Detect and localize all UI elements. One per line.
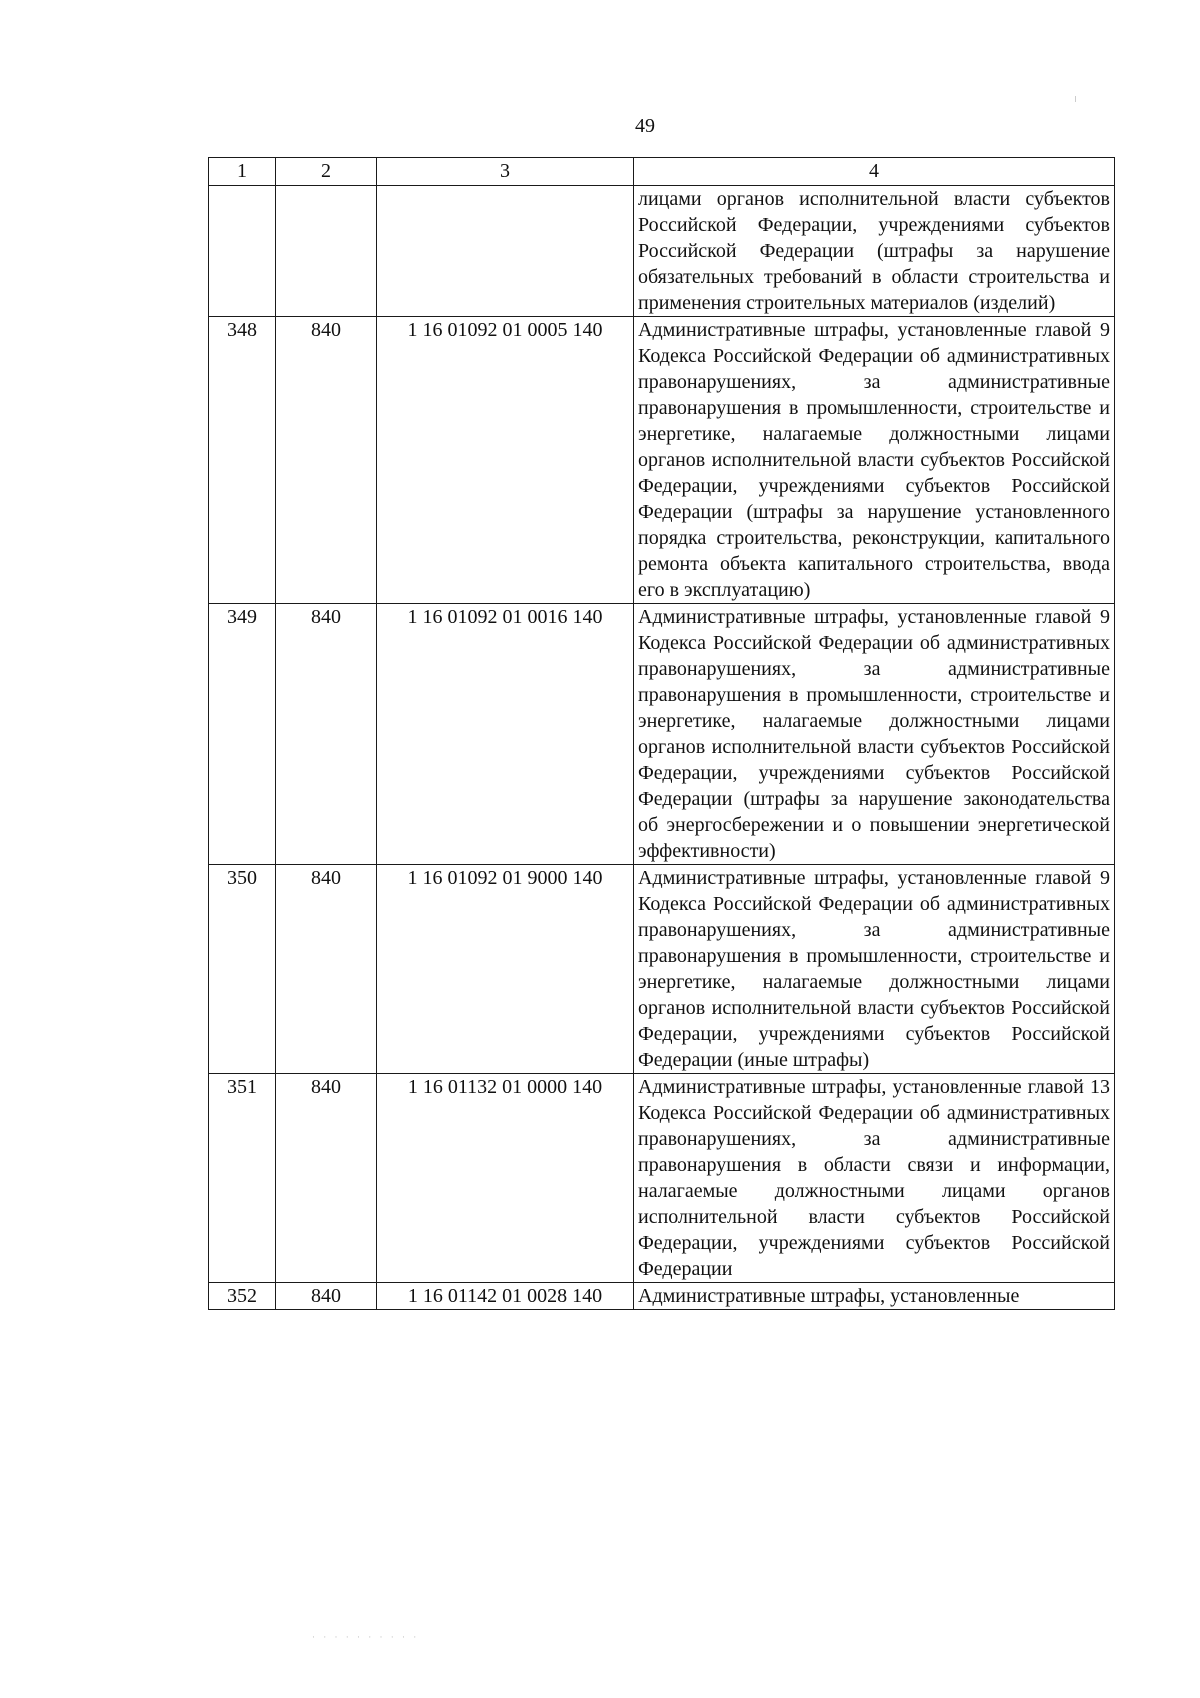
column-header-2: 2: [276, 158, 377, 186]
revenue-description: Административные штрафы, установленные: [634, 1283, 1115, 1310]
table-header-row: [209, 158, 1115, 186]
admin-code: [276, 186, 377, 317]
table-row-continuation: [209, 186, 1115, 317]
column-header-1: 1: [209, 158, 276, 186]
revenue-description: Административные штрафы, установленные главой 9 Кодекса Российской Федерации об административных правонарушениях, за административные правонарушения в промышленности, строительстве и энергетике, налагаемые должностными лицами органов исполнительной власти субъектов Российской Федерации, учреждениями субъектов Российской Федерации (иные штрафы): [634, 865, 1115, 1074]
column-header-3: 3: [377, 158, 634, 186]
row-number: 348: [209, 317, 276, 604]
budget-classification-code: 1 16 01142 01 0028 140: [377, 1283, 634, 1310]
budget-classification-code: 1 16 01092 01 0005 140: [377, 317, 634, 604]
admin-code: 840: [276, 604, 377, 865]
table-row: [209, 1283, 1115, 1310]
revenue-description: лицами органов исполнительной власти субъектов Российской Федерации, учреждениями субъектов Российской Федерации (штрафы за нарушение обязательных требований в области строительства и применения строительных материалов (изделий): [634, 186, 1115, 317]
row-number: 352: [209, 1283, 276, 1310]
row-number: 349: [209, 604, 276, 865]
table-row: [209, 865, 1115, 1074]
admin-code: 840: [276, 1074, 377, 1283]
budget-classification-code: 1 16 01092 01 9000 140: [377, 865, 634, 1074]
scan-artifact: · · · · · · · · · ·: [312, 1632, 420, 1642]
row-number: 351: [209, 1074, 276, 1283]
scan-artifact: [1075, 96, 1076, 102]
budget-classification-code: 1 16 01092 01 0016 140: [377, 604, 634, 865]
admin-code: 840: [276, 1283, 377, 1310]
table-row: [209, 604, 1115, 865]
revenue-description: Административные штрафы, установленные главой 13 Кодекса Российской Федерации об административных правонарушениях, за административные правонарушения в области связи и информации, налагаемые должностными лицами органов исполнительной власти субъектов Российской Федерации, учреждениями субъектов Российской Федерации: [634, 1074, 1115, 1283]
budget-classification-code: [377, 186, 634, 317]
column-header-4: 4: [634, 158, 1115, 186]
revenue-description: Административные штрафы, установленные главой 9 Кодекса Российской Федерации об административных правонарушениях, за административные правонарушения в промышленности, строительстве и энергетике, налагаемые должностными лицами органов исполнительной власти субъектов Российской Федерации, учреждениями субъектов Российской Федерации (штрафы за нарушение законодательства об энергосбережении и о повышении энергетической эффективности): [634, 604, 1115, 865]
admin-code: 840: [276, 865, 377, 1074]
budget-classification-code: 1 16 01132 01 0000 140: [377, 1074, 634, 1283]
row-number: [209, 186, 276, 317]
page-number: 49: [635, 115, 655, 137]
row-number: 350: [209, 865, 276, 1074]
table-row: [209, 317, 1115, 604]
revenue-description: Административные штрафы, установленные главой 9 Кодекса Российской Федерации об административных правонарушениях, за административные правонарушения в промышленности, строительстве и энергетике, налагаемые должностными лицами органов исполнительной власти субъектов Российской Федерации, учреждениями субъектов Российской Федерации (штрафы за нарушение установленного порядка строительства, реконструкции, капитального ремонта объекта капитального строительства, ввода его в эксплуатацию): [634, 317, 1115, 604]
table-row: [209, 1074, 1115, 1283]
document-table: [208, 157, 1115, 1310]
admin-code: 840: [276, 317, 377, 604]
